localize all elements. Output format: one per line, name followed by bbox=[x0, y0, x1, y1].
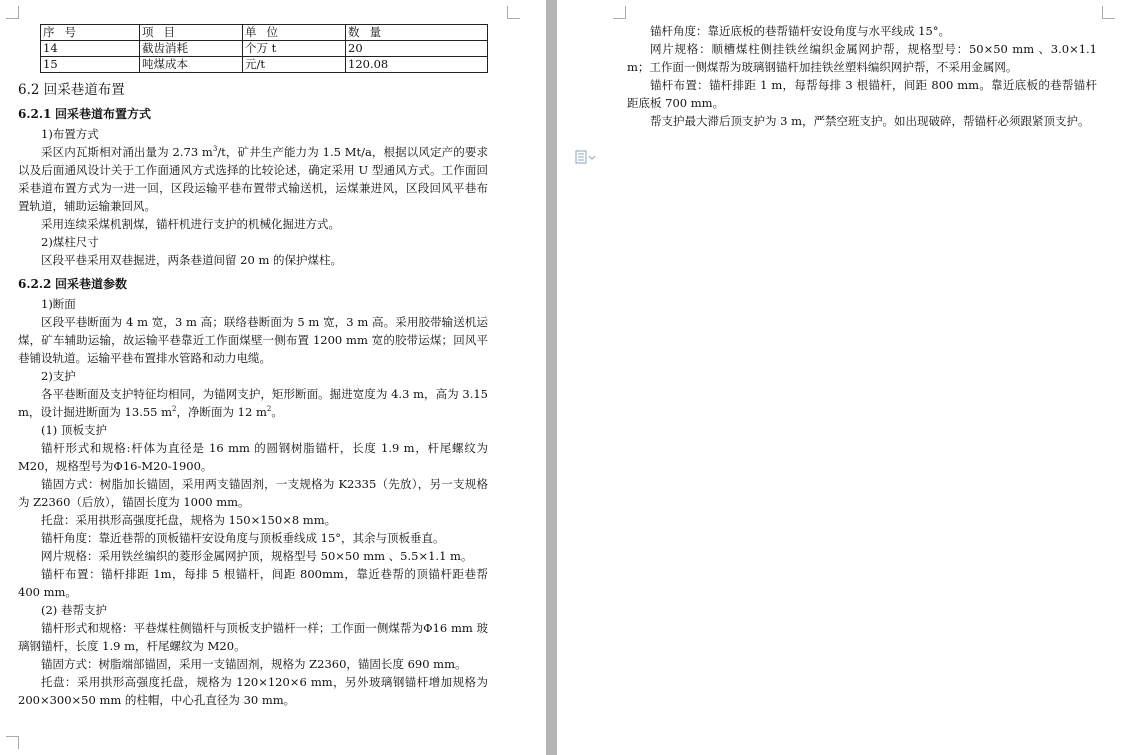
crop-mark bbox=[6, 736, 19, 749]
paragraph: 锚杆形式和规格：平巷煤柱侧锚杆与顶板支护锚杆一样；工作面一侧煤帮为Φ16 mm 玻璃钢锚杆，长度 1.9 m，杆尾螺纹为 M20。 bbox=[18, 621, 488, 653]
crop-mark bbox=[507, 6, 520, 19]
table-header-cell: 单位 bbox=[243, 25, 346, 41]
paragraph: 托盘：采用拱形高强度托盘，规格为 120×120×6 mm，另外玻璃钢锚杆增加规格为 200×300×50 mm 的柱帽，中心孔直径为 30 mm。 bbox=[18, 675, 488, 707]
section-title: 回采巷道布置方式 bbox=[55, 107, 152, 121]
table-cell: 14 bbox=[41, 41, 140, 57]
document-page-left bbox=[0, 0, 546, 755]
paragraph: 网片规格：采用铁丝编织的菱形金属网护顶，规格型号 50×50 mm 、5.5×1.1 m。 bbox=[41, 549, 473, 563]
paragraph: 托盘：采用拱形高强度托盘，规格为 150×150×8 mm。 bbox=[41, 513, 337, 527]
table-header-cell: 序号 bbox=[41, 25, 140, 41]
document-page-right bbox=[557, 0, 1135, 755]
text: 各平巷断面及支护特征均相同，为锚网支护，矩形断面。掘进宽度为 4.3 m，高为 3.15 m，设计掘进断面为 13.55 m bbox=[18, 387, 488, 419]
crop-mark bbox=[6, 6, 19, 19]
list-item-support: 2)支护 bbox=[41, 369, 76, 383]
paragraph: 区段平巷断面为 4 m 宽，3 m 高；联络巷断面为 5 m 宽，3 m 高。采用胶带输送机运煤，矿车辅助运输，故运输平巷靠近工作面煤壁一侧布置 1200 mm 宽的胶带运煤；回风平巷铺设轨道。运输平巷布置排水管路和动力电缆。 bbox=[18, 315, 488, 365]
table-row bbox=[41, 41, 488, 57]
list-item-layout: 1)布置方式 bbox=[41, 127, 99, 141]
section-heading-6-2: 6.2 回采巷道布置 bbox=[18, 82, 125, 98]
section-number: 6.2.2 bbox=[18, 277, 52, 291]
paragraph: 区段平巷采用双巷掘进，两条巷道间留 20 m 的保护煤柱。 bbox=[41, 253, 343, 267]
section-number: 6.2.1 bbox=[18, 107, 52, 121]
text: 。 bbox=[271, 405, 283, 419]
cost-table bbox=[40, 24, 488, 73]
paragraph: 锚杆角度：靠近底板的巷帮锚杆安设角度与水平线成 15°。 bbox=[650, 24, 951, 38]
document-comment-icon[interactable] bbox=[575, 150, 599, 164]
subheading-rib-support: (2) 巷帮支护 bbox=[41, 603, 107, 617]
table-cell: 吨煤成本 bbox=[140, 57, 243, 73]
page-gutter bbox=[546, 0, 557, 755]
page-icon bbox=[575, 150, 597, 164]
text: /t，矿井生产能力为 1.5 Mt/a，根据以风定产的要求以及后面通风设计关于工作面通风方式选择的比较论述，确定采用 U 型通风方式。工作面回采巷道布置方式为一进一回，区段运输平巷布置带式输送机，运煤兼进风，区段回风平巷布置轨道，辅助运输兼回风。 bbox=[18, 145, 488, 213]
table-cell: 个万 t bbox=[243, 41, 346, 57]
paragraph: 锚杆布置：锚杆排距 1 m，每帮每排 3 根锚杆，间距 800 mm。靠近底板的巷帮锚杆距底板 700 mm。 bbox=[627, 78, 1097, 110]
table-cell: 元/t bbox=[243, 57, 346, 73]
table-header-cell: 数量 bbox=[346, 25, 488, 41]
table-cell: 截齿消耗 bbox=[140, 41, 243, 57]
table-cell: 120.08 bbox=[346, 57, 488, 73]
text: 采区内瓦斯相对涌出量为 2.73 m bbox=[41, 145, 213, 159]
list-item-section: 1)断面 bbox=[41, 297, 76, 311]
section-heading-6-2-2 bbox=[18, 273, 488, 295]
text: ，净断面为 12 m bbox=[176, 405, 267, 419]
superscript: 2 bbox=[172, 405, 177, 414]
paragraph: 锚杆布置：锚杆排距 1m，每排 5 根锚杆，间距 800mm，靠近巷帮的顶锚杆距巷帮 400 mm。 bbox=[18, 567, 488, 599]
left-page-content bbox=[18, 24, 488, 709]
crop-mark bbox=[1102, 6, 1115, 19]
paragraph: 锚固方式：树脂端部锚固，采用一支锚固剂，规格为 Z2360，锚固长度 690 mm。 bbox=[41, 657, 467, 671]
paragraph: 采用连续采煤机割煤，锚杆机进行支护的机械化掘进方式。 bbox=[41, 217, 340, 231]
section-title: 回采巷道参数 bbox=[55, 277, 128, 291]
paragraph bbox=[18, 385, 488, 421]
right-page-content bbox=[627, 22, 1097, 130]
paragraph bbox=[18, 143, 488, 215]
table-header-cell: 项目 bbox=[140, 25, 243, 41]
crop-mark bbox=[613, 6, 626, 19]
paragraph: 帮支护最大滞后顶支护为 3 m，严禁空班支护。如出现破碎，帮锚杆必须跟紧顶支护。 bbox=[650, 114, 1090, 128]
paragraph: 网片规格：顺槽煤柱侧挂铁丝编织金属网护帮，规格型号：50×50 mm 、3.0×1.1 m；工作面一侧煤帮为玻璃钢锚杆加挂铁丝塑料编织网护帮，不采用金属网。 bbox=[627, 42, 1097, 74]
section-heading-6-2-1 bbox=[18, 103, 488, 125]
paragraph: 锚固方式：树脂加长锚固，采用两支锚固剂，一支规格为 K2335（先放），另一支规格为 Z2360（后放），锚固长度为 1000 mm。 bbox=[18, 477, 488, 509]
paragraph: 锚杆角度：靠近巷帮的顶板锚杆安设角度与顶板垂线成 15°，其余与顶板垂直。 bbox=[41, 531, 445, 545]
superscript: 2 bbox=[266, 405, 272, 414]
table-row bbox=[41, 57, 488, 73]
table-header-row bbox=[41, 25, 488, 41]
table-cell: 15 bbox=[41, 57, 140, 73]
subheading-roof-support: (1) 顶板支护 bbox=[41, 423, 107, 437]
superscript: 3 bbox=[212, 145, 218, 154]
paragraph: 锚杆形式和规格:杆体为直径是 16 mm 的圆钢树脂锚杆，长度 1.9 m，杆尾螺纹为 M20，规格型号为Φ16-M20-1900。 bbox=[18, 441, 488, 473]
table-cell: 20 bbox=[346, 41, 488, 57]
list-item-pillar: 2)煤柱尺寸 bbox=[41, 235, 99, 249]
